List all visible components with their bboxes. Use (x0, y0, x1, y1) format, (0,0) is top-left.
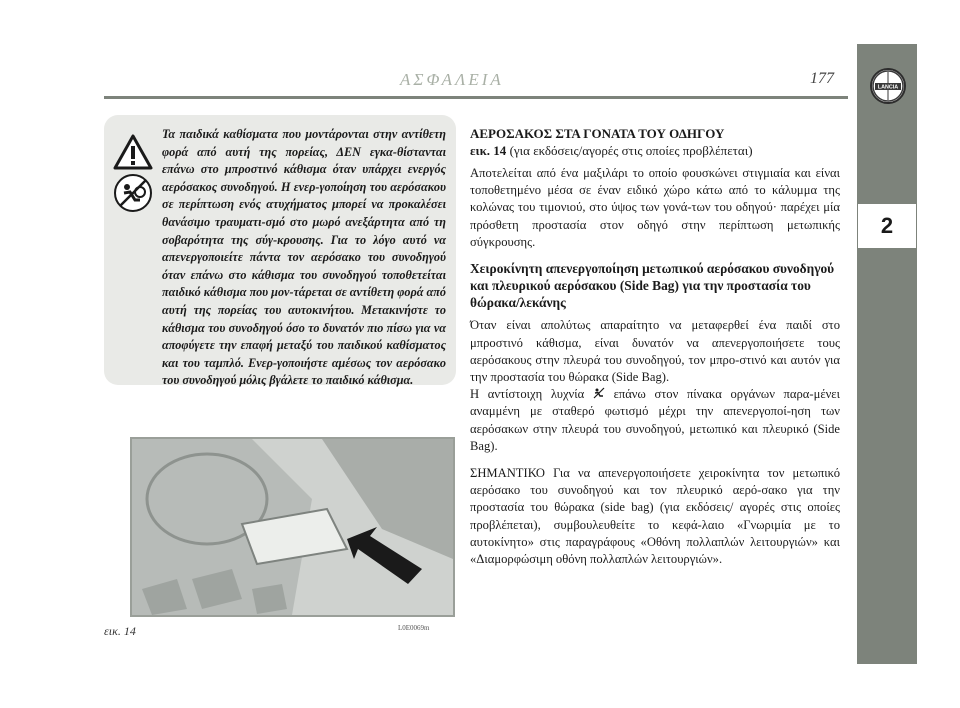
airbag-off-indicator-icon (593, 387, 605, 399)
intro-paragraph: Αποτελείται από ένα μαξιλάρι το οποίο φουσκώνει στιγμιαία και είναι τοποθετημένο μέσα σε έναν ειδικό χώρο κάτω από το κάλυμμα της κολώνας του τιμονιού, στο ύψος των γονά-των του οδηγού· παρέχει μία πρόσθετη προστασία στον οδηγό στην περίπτωση μετωπικής σύγκρουσης. (470, 166, 840, 249)
header-rule (104, 96, 848, 99)
warning-body: Τα παιδικά καθίσματα που μοντάρονται στην αντίθετη φορά από αυτή της πορείας, ΔΕΝ εγκα-θίστανται επάνω στο μπροστινό κάθισμα όταν υπάρχει ενεργός αερόσακος συνοδηγού. Η ενερ-γοποίηση του αερόσακου σε περίπτωση ενός ατυχήματος μπορεί να προκαλέσει θανάσιμο τραυματι-σμό στο μωρό ανεξάρτητα από τη σοβαρότητα της σύγ-κρουσης. Για το λόγο αυτό να απενεργοποιείτε πάντα τον αερόσακο του συνοδηγού όταν επάνω στο κάθισμα του συνοδηγού τοποθετείται παιδικό κάθισμα που μον-τάρεται σε αντίθετη φορά από αυτή της πορείας του αυτοκινήτου. Μετακινήστε το κάθισμα του συνοδηγού όσο το δυνατόν πιο πίσω για να αποφύγετε την επαφή μεταξύ του παιδικού καθίσματος και του ταμπλό. Ενερ-γοποιήστε αμέσως τον αερόσακο του συνοδηγού μόλις βγάλετε το παιδικό κάθισμα. (162, 127, 447, 388)
main-column (470, 125, 840, 574)
section-heading-ref: εικ. 14 (470, 143, 507, 158)
paragraph-1: Όταν είναι απολύτως απαραίτητο να μεταφερθεί ένα παιδί στο μπροστινό κάθισμα, είναι δυνατόν να απενεργοποιήσετε τους αερόσακους στην πλευρά του συνοδηγού, τον μπρο-στινό και αυτόν για την προστασία του θώρακα (Side Bag). Η αντίστοιχη λυχνία επάνω στον πίνακα οργάνων παρα-μένει αναμμένη με σταθερό φωτισμό μέχρι την απενεργοποί-ηση των αερόσακων στην πλευρά του συνοδηγού, μετωπικό και πλευρικό (Side Bag). (470, 318, 840, 453)
important-paragraph: ΣΗΜΑΝΤΙΚΟ Για να απενεργοποιήσετε χειροκίνητα τον μετωπικό αερόσακο του συνοδηγού και τον πλευρικό αερό-σακο για την προστασία του θώρακα (side bag) (για εκδόσεις/ αγορές στις οποίες προβλέπεται), συμβουλευθείτε το κεφά-λαιο «Γνωριμία με το αυτοκίνητο» στις παραγράφους «Οθόνη πολλαπλών λειτουργιών» και «Διαμορφώσιμη οθόνη πολλαπλών λειτουργιών». (470, 466, 840, 567)
figure-code: L0E0069m (398, 624, 430, 632)
warning-text (116, 126, 446, 390)
side-tab (857, 44, 917, 664)
section-heading-title: ΑΕΡΟΣΑΚΟΣ ΣΤΑ ΓΟΝΑΤΑ ΤΟΥ ΟΔΗΓΟΥ (470, 126, 725, 141)
section-heading (470, 125, 840, 159)
lancia-logo-icon (870, 68, 906, 104)
page-number: 177 (810, 70, 834, 87)
logo-text: LANCIA (877, 84, 899, 91)
dashboard-illustration (132, 439, 453, 615)
subheading: Χειροκίνητη απενεργοποίηση μετωπικού αερόσακου συνοδηγού και πλευρικού αερόσακου (Side Bag) για την προστασία του θώρακα/λεκάνης (470, 261, 835, 310)
page-title: ΑΣΦΑΛΕΙΑ (400, 70, 504, 89)
section-heading-note: (για εκδόσεις/αγορές στις οποίες προβλέπεται) (509, 143, 753, 158)
chapter-number: 2 (858, 204, 916, 248)
figure-caption: εικ. 14 (104, 624, 136, 638)
figure-illustration (130, 437, 455, 617)
